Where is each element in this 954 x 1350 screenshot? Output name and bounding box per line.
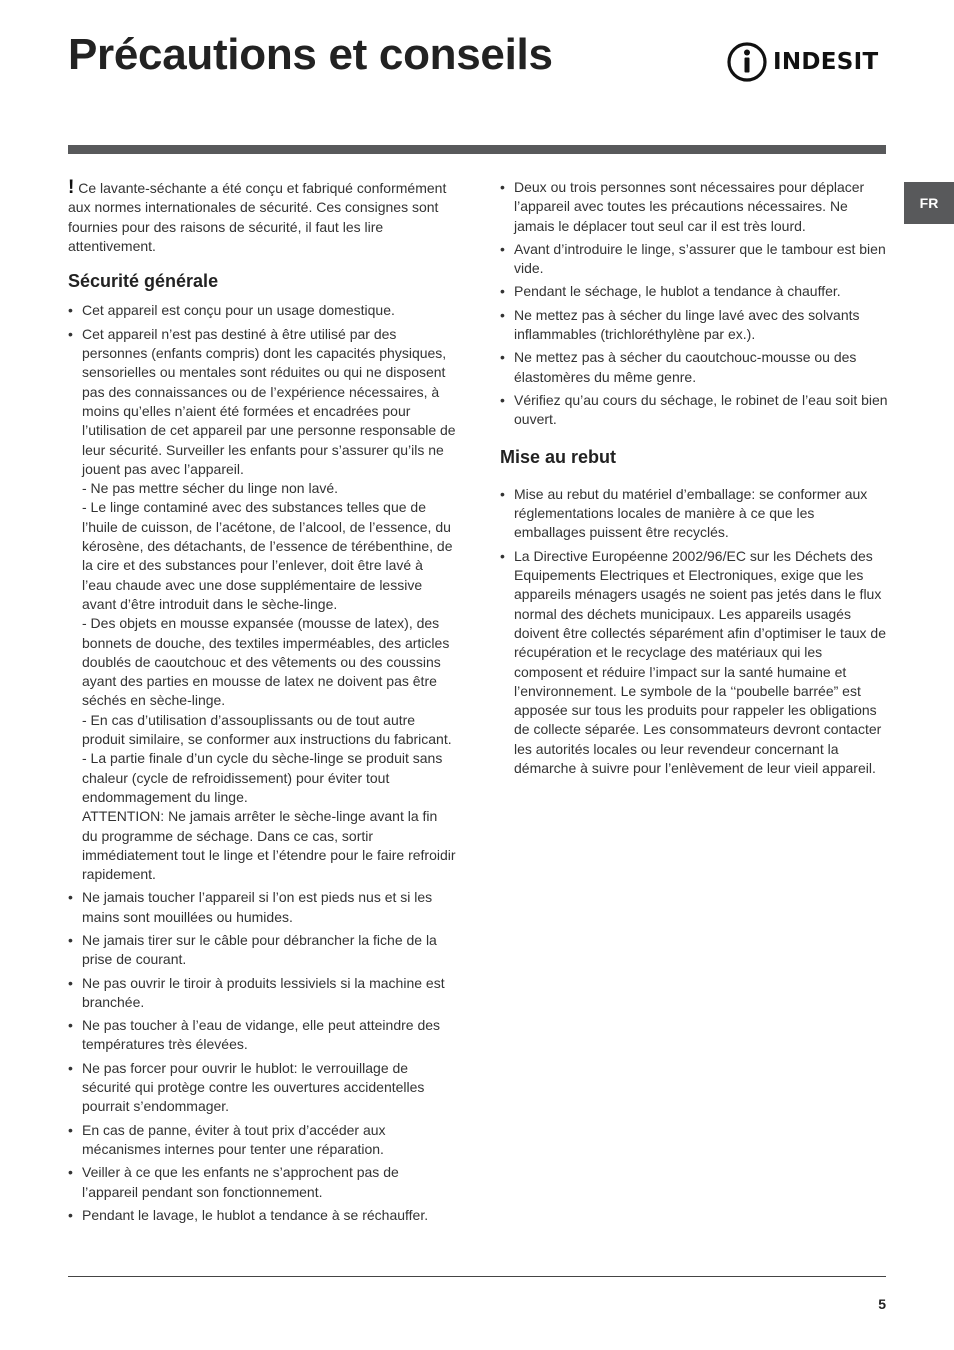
section-heading-securite: Sécurité générale <box>68 271 219 292</box>
list-item-text: Ne pas ouvrir le tiroir à produits lessiviels si la machine est branchée. <box>82 974 445 1010</box>
list-item <box>68 325 456 885</box>
section-heading-rebut: Mise au rebut <box>500 446 617 467</box>
list-item <box>500 547 888 779</box>
list-item-text: Cet appareil est conçu pour un usage domestique. <box>82 302 395 319</box>
warning-mark: ! <box>68 177 75 198</box>
list-sub-item: - Le linge contaminé avec des substances telles que de l’huile de cuisson, de l’acétone, de l’alcool, de l’essence, du kérosène, des détachants, de l’essence de térébenthine, de la cire et des substances pour l’enlever, doit être lavé à l’eau chaude avec une dose supplémentaire de lessive avant d’être introduit dans le sèche-linge. <box>82 499 453 612</box>
page-number: 5 <box>878 1296 886 1312</box>
intro-paragraph <box>68 178 456 256</box>
list-item-text: Pendant le séchage, le hublot a tendance à chauffer. <box>514 283 841 300</box>
list-sub-item: - Des objets en mousse expansée (mousse de latex), des bonnets de douche, des textiles imperméables, des articles doublés de caoutchouc et des vêtements ou des coussins ayant des parties en mousse de latex ne doivent pas être séchés en sèche-linge. <box>82 615 450 709</box>
list-item-text: Veiller à ce que les enfants ne s’approchent pas de l’appareil pendant son fonctionnement. <box>82 1164 399 1200</box>
precautions-list <box>500 178 888 430</box>
list-item <box>68 1206 456 1225</box>
list-item-text: Pendant le lavage, le hublot a tendance à se réchauffer. <box>82 1206 429 1223</box>
list-item-text: Avant d’introduire le linge, s’assurer que le tambour est bien vide. <box>514 240 886 277</box>
indesit-i-icon <box>726 40 770 84</box>
list-item-text: Ne mettez pas à sécher du caoutchouc-mousse ou des élastomères du même genre. <box>514 349 857 385</box>
list-item <box>68 301 456 320</box>
brand-wordmark: INDESIT <box>773 49 879 75</box>
list-item <box>500 391 888 430</box>
list-sub-item: - En cas d’utilisation d’assouplissants ou de tout autre produit similaire, se conformer aux instructions du fabricant. <box>82 711 452 748</box>
footer-rule <box>68 1276 886 1277</box>
intro-text: Ce lavante-séchante a été conçu et fabriqué conformément aux normes internationales de sécurité. Ces consignes sont fournies pour des raisons de sécurité, il faut les lire attentivement. <box>68 180 447 254</box>
list-item <box>500 240 888 279</box>
right-column <box>500 178 888 782</box>
list-item-text: Vérifiez qu’au cours du séchage, le robinet de l’eau soit bien ouvert. <box>514 391 888 428</box>
list-item-text: En cas de panne, éviter à tout prix d’accéder aux mécanismes internes pour tenter une réparation. <box>82 1121 386 1157</box>
list-item-text: Cet appareil n’est pas destiné à être utilisé par des personnes (enfants compris) dont les capacités physiques, sensorielles ou mentales sont réduites ou qui ne disposent pas des connaissances ou de l’expérience nécessaires, à moins qu’elles n’aient été formées et encadrées pour l’utilisation de cet appareil par une personne responsable de leur sécurité. Surveiller les enfants pour s’assurer qu’ils ne jouent pas avec l’appareil. <box>82 325 456 477</box>
list-item <box>500 306 888 345</box>
language-tab: FR <box>904 182 954 224</box>
list-item-text: Ne jamais tirer sur le câble pour débrancher la fiche de la prise de courant. <box>82 931 437 968</box>
list-item <box>68 974 456 1013</box>
list-item <box>68 1163 456 1202</box>
list-sub-item: ATTENTION: Ne jamais arrêter le sèche-linge avant la fin du programme de séchage. Dans ce cas, sortir immédiatement tout le linge et l’étendre pour le faire refroidir rapidement. <box>82 808 456 883</box>
list-item <box>500 178 888 236</box>
list-sub-item: - La partie finale d’un cycle du sèche-linge se produit sans chaleur (cycle de refroidissement) pour éviter tout endommagement du linge. <box>82 750 443 805</box>
list-item <box>68 888 456 927</box>
list-item <box>68 1121 456 1160</box>
list-item-text: La Directive Européenne 2002/96/EC sur les Déchets des Equipements Electriques et Electroniques, exige que les appareils ménagers usagés ne soient pas jetés dans le flux normal des déchets municipaux. Les appareils usagés doivent être collectés séparément afin d’optimiser le taux de récupération et le recyclage des matériaux qui les composent et réduire l’impact sur la santé humaine et l’environnement. Le symbole de la ‘‘poubelle barrée” est apposée sur tous les produits pour rappeler les obligations de collecte séparée. Les consommateurs devront contacter les autorités locales ou leur revendeur concernant la démarche à suivre pour l’enlèvement de leur vieil appareil. <box>514 547 886 777</box>
list-item-text: Ne pas forcer pour ouvrir le hublot: le verrouillage de sécurité qui protège contre les ouvertures accidentelles pourrait s’endommager. <box>82 1059 425 1115</box>
header-rule <box>68 145 886 154</box>
list-item <box>68 931 456 970</box>
list-sub-item: - Ne pas mettre sécher du linge non lavé. <box>82 480 339 497</box>
list-item <box>68 1059 456 1117</box>
left-column <box>68 178 456 1229</box>
rebut-list <box>500 485 888 778</box>
list-item <box>500 282 888 301</box>
page-title: Précautions et conseils <box>68 30 553 79</box>
securite-list <box>68 301 456 1225</box>
list-item <box>500 348 888 387</box>
list-item-text: Ne mettez pas à sécher du linge lavé avec des solvants inflammables (trichloréthylène par ex.). <box>514 306 860 343</box>
indesit-logo <box>726 40 886 84</box>
list-item-text: Ne pas toucher à l’eau de vidange, elle peut atteindre des températures très élevées. <box>82 1017 441 1053</box>
list-item-text: Mise au rebut du matériel d’emballage: se conformer aux réglementations locales de manière à ce que les emballages puissent être recyclés. <box>514 485 868 541</box>
list-item-text: Deux ou trois personnes sont nécessaires pour déplacer l’appareil avec toutes les précautions nécessaires. Ne jamais le déplacer tout seul car il est très lourd. <box>514 179 865 234</box>
list-item <box>500 485 888 543</box>
list-item-text: Ne jamais toucher l’appareil si l’on est pieds nus et si les mains sont mouillées ou humides. <box>82 889 433 925</box>
list-item <box>68 1016 456 1055</box>
